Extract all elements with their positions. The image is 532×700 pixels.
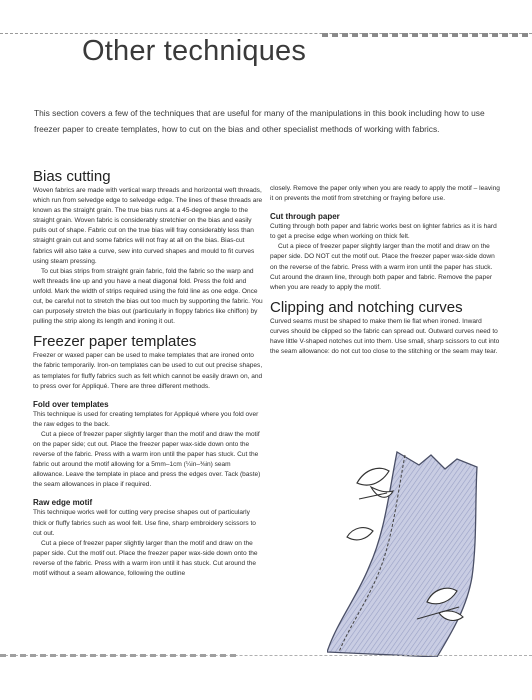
curved-seam-notching-illustration	[327, 447, 507, 657]
bias-paragraph-2: To cut bias strips from straight grain fabric, fold the fabric so the warp and weft threads line up and you have a neat diagonal fold. Press the fold and unfold. Mark the width of strips required using the fold line as one edge. Once cut, be careful not to stretch the bias out too much by supporting the fabric. You can purposely stretch the bias out (particularly in floppy fabrics like chiffon) by pulling the strip along its length and ironing it out.	[33, 267, 263, 326]
fold-over-heading: Fold over templates	[33, 399, 109, 409]
raw-paragraph-2: Cut a piece of freezer paper slightly larger than the motif and draw on the paper side. Cut the motif out. Place the freezer paper wax-side down onto the reverse of the fabric. Press with a warm iron until it has stuck. Cut around the motif without a seam allowance, following the outline	[33, 539, 258, 577]
freezer-paper-heading: Freezer paper templates	[33, 333, 197, 351]
intro-paragraph: This section covers a few of the techniques that are useful for many of the manipulations in this book including how to use freezer paper to create templates, how to cut on the bias and other specialist methods of working with fabrics.	[34, 108, 485, 134]
raw-paragraph-1: This technique works well for cutting very precise shapes out of particularly thick or fluffy fabrics such as wool felt. Use fine, sharp embroidery scissors to cut out.	[33, 509, 256, 537]
fabric-swatch-shape	[327, 452, 477, 657]
bias-paragraph-1: Woven fabrics are made with vertical warp threads and horizontal weft threads, which run from selvedge edge to selvedge edge. The lines of these threads are known as the straight grain. The true bias runs at a 45-degree angle to the straight grain. Woven fabric is considerably stretchier on the bias and easily pulls out of shape. Fabric cut on the true bias will fray considerably less than straight grain cut and some fabrics will not fray at all on the bias. Bias-cut fabrics will also take a curve, sew into curved shapes and mould to fit curves using steam pressing.	[33, 187, 263, 265]
left-column	[33, 168, 263, 579]
cut-through-heading: Cut through paper	[270, 212, 340, 222]
top-stitch-rule	[322, 33, 532, 37]
through-paragraph-2: Cut a piece of freezer paper slightly larger than the motif and draw on the paper side. DO NOT cut the motif out. Place the freezer paper wax-side down on the reverse of the fabric. Press with a warm iron until the paper has stuck. Cut around the drawn line, through both paper and fabric. Remove the paper when you are ready to apply the motif.	[270, 243, 495, 291]
clipping-paragraph: Curved seams must be shaped to make them lie flat when ironed. Inward curves should be clipped so the fabric can spread out. Outward curves need to have little V-shaped notches cut into them. Use small, sharp scissors to cut into the seam allowance: do not cut too close to the stitching or the seam may tear.	[270, 317, 500, 356]
through-paragraph-1: Cutting through both paper and fabric works best on lighter fabrics as it is hard to get a precise edge when working on thick felt.	[270, 223, 497, 241]
fold-paragraph-1: This technique is used for creating templates for Appliqué where you fold over the raw edges to the back.	[33, 410, 259, 428]
bottom-stitch-rule	[0, 654, 240, 657]
raw-continued-paragraph: closely. Remove the paper only when you are ready to apply the motif – leaving it on prevents the motif from stretching or fraying before use.	[270, 185, 500, 203]
bias-cutting-heading: Bias cutting	[33, 168, 111, 185]
page-title: Other techniques	[82, 35, 307, 67]
leaf-notch-mid	[347, 528, 373, 540]
freezer-paragraph: Freezer or waxed paper can be used to make templates that are ironed onto the fabric temporarily. Iron-on templates can be used to cut out precise shapes, as templates for fluffy fabrics such as felt which cannot be easily drawn on, and to press over for Appliqué. There are three different methods.	[33, 352, 263, 390]
clipping-heading: Clipping and notching curves	[270, 298, 463, 316]
fold-paragraph-2: Cut a piece of freezer paper slightly larger than the motif and draw the motif on the paper side; cut out. Place the freezer paper wax-side down onto the reverse of the fabric. Press with a warm iron until the paper has stuck. Cut the fabric out around the motif allowing for a 5mm–1cm (¼in–⅜in) seam allowance. Leave the template in place and press the edges over. Tack (baste) the seam allowances in place if required.	[33, 430, 261, 489]
right-column	[270, 184, 501, 357]
leaf-notch-top	[357, 468, 389, 485]
raw-edge-heading: Raw edge motif	[33, 498, 93, 508]
